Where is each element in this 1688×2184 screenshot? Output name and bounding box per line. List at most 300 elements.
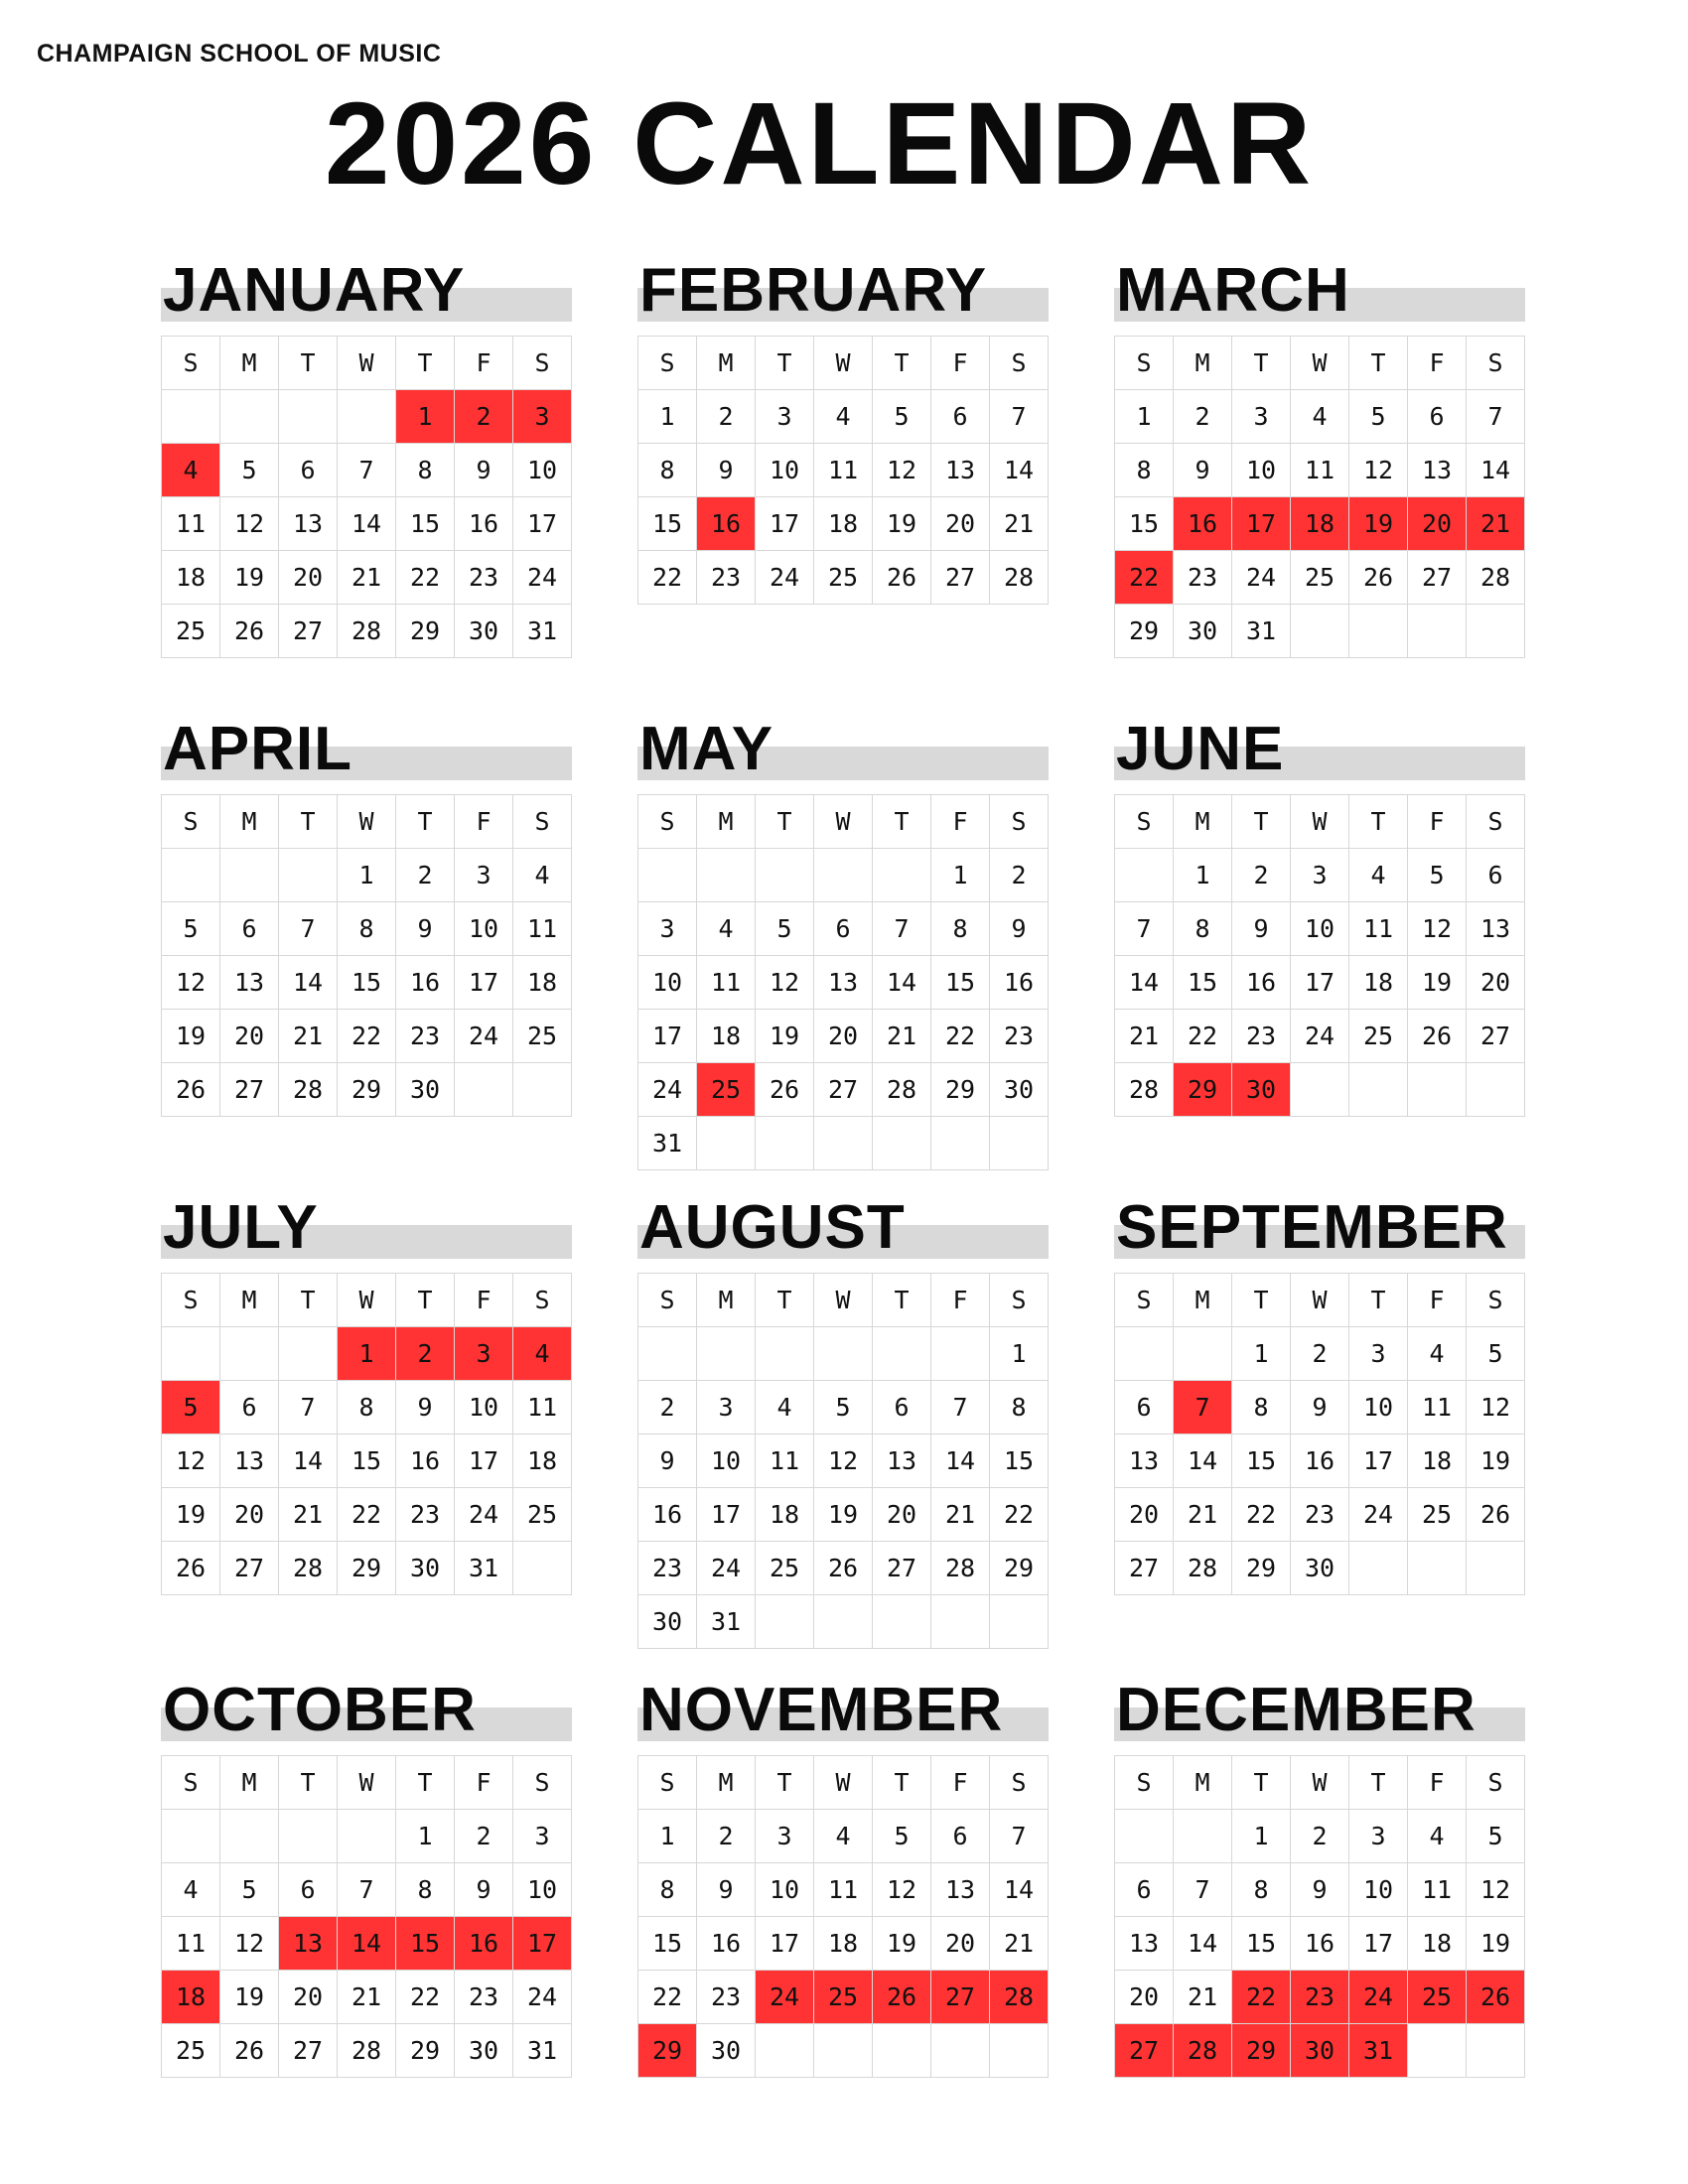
day-cell: 21 (279, 1488, 338, 1542)
day-cell: 12 (1467, 1381, 1525, 1434)
day-cell: 3 (513, 1810, 572, 1863)
day-cell: 22 (638, 551, 697, 605)
day-cell: 2 (638, 1381, 697, 1434)
weekday-header: W (1291, 1274, 1349, 1327)
day-cell: 26 (1467, 1488, 1525, 1542)
day-cell: 20 (931, 497, 990, 551)
day-cell: 14 (1115, 956, 1174, 1010)
day-cell: 27 (1467, 1010, 1525, 1063)
empty-cell (279, 1810, 338, 1863)
day-cell: 3 (1291, 849, 1349, 902)
day-cell: 5 (873, 1810, 931, 1863)
day-cell: 25 (513, 1010, 572, 1063)
day-cell: 9 (1174, 444, 1232, 497)
day-cell: 15 (1232, 1917, 1291, 1971)
weekday-header: F (455, 1274, 513, 1327)
empty-cell (873, 1327, 931, 1381)
day-cell: 2 (990, 849, 1049, 902)
day-cell: 13 (1467, 902, 1525, 956)
day-cell: 14 (931, 1434, 990, 1488)
day-cell: 7 (873, 902, 931, 956)
day-cell: 31 (638, 1117, 697, 1170)
weekday-header: S (162, 795, 220, 849)
day-cell-highlighted: 31 (1349, 2024, 1408, 2078)
day-cell-highlighted: 23 (1291, 1971, 1349, 2024)
day-cell: 29 (931, 1063, 990, 1117)
weekday-header: M (1174, 1756, 1232, 1810)
weekday-header: S (1467, 337, 1525, 390)
weekday-header: W (338, 1756, 396, 1810)
day-cell: 13 (1115, 1917, 1174, 1971)
day-cell: 19 (873, 1917, 931, 1971)
day-cell: 24 (1232, 551, 1291, 605)
day-cell: 28 (1174, 1542, 1232, 1595)
day-cell: 3 (1232, 390, 1291, 444)
day-cell: 31 (1232, 605, 1291, 658)
weekday-header: S (638, 795, 697, 849)
weekday-header: F (931, 795, 990, 849)
day-cell-highlighted: 29 (1232, 2024, 1291, 2078)
empty-cell (1291, 1063, 1349, 1117)
day-cell: 14 (990, 1863, 1049, 1917)
day-cell: 17 (513, 497, 572, 551)
day-cell: 21 (990, 497, 1049, 551)
month-grid (1114, 1273, 1525, 1595)
empty-cell (814, 2024, 873, 2078)
month-october (161, 1672, 572, 2078)
day-cell: 13 (1408, 444, 1467, 497)
empty-cell (931, 1117, 990, 1170)
day-cell: 30 (1291, 1542, 1349, 1595)
weekday-header: S (1115, 1274, 1174, 1327)
empty-cell (1349, 605, 1408, 658)
day-cell: 30 (990, 1063, 1049, 1117)
day-cell: 24 (455, 1488, 513, 1542)
day-cell: 3 (638, 902, 697, 956)
day-cell: 25 (1349, 1010, 1408, 1063)
day-cell-highlighted: 13 (279, 1917, 338, 1971)
day-cell: 2 (697, 390, 756, 444)
day-cell: 6 (1115, 1381, 1174, 1434)
day-cell-highlighted: 26 (1467, 1971, 1525, 2024)
day-cell: 14 (279, 1434, 338, 1488)
weekday-header: F (455, 1756, 513, 1810)
weekday-header: S (162, 1756, 220, 1810)
day-cell: 18 (814, 1917, 873, 1971)
day-cell-highlighted: 16 (455, 1917, 513, 1971)
weekday-header: T (873, 795, 931, 849)
day-cell: 1 (931, 849, 990, 902)
weekday-header: T (756, 337, 814, 390)
day-cell-highlighted: 24 (756, 1971, 814, 2024)
month-june (1114, 711, 1525, 1117)
month-name: NOVEMBER (639, 1676, 1004, 1744)
weekday-header: T (279, 337, 338, 390)
day-cell-highlighted: 21 (1467, 497, 1525, 551)
day-cell: 28 (338, 2024, 396, 2078)
day-cell: 7 (279, 1381, 338, 1434)
day-cell: 4 (697, 902, 756, 956)
day-cell: 24 (638, 1063, 697, 1117)
day-cell: 1 (990, 1327, 1049, 1381)
day-cell: 10 (1232, 444, 1291, 497)
day-cell: 9 (455, 444, 513, 497)
day-cell: 27 (814, 1063, 873, 1117)
weekday-header: T (1232, 795, 1291, 849)
empty-cell (1467, 605, 1525, 658)
weekday-header: W (814, 1756, 873, 1810)
day-cell: 31 (513, 605, 572, 658)
day-cell: 11 (162, 497, 220, 551)
day-cell: 7 (931, 1381, 990, 1434)
day-cell: 21 (1115, 1010, 1174, 1063)
month-grid (161, 1273, 572, 1595)
day-cell: 9 (1232, 902, 1291, 956)
empty-cell (931, 2024, 990, 2078)
day-cell: 2 (396, 849, 455, 902)
day-cell: 15 (931, 956, 990, 1010)
month-july (161, 1189, 572, 1595)
empty-cell (638, 1327, 697, 1381)
month-header (637, 1189, 1049, 1262)
weekday-header: S (990, 1756, 1049, 1810)
day-cell: 30 (455, 2024, 513, 2078)
month-header (161, 711, 572, 783)
day-cell: 21 (338, 1971, 396, 2024)
day-cell: 29 (338, 1542, 396, 1595)
weekday-header: M (220, 337, 279, 390)
day-cell: 15 (1232, 1434, 1291, 1488)
day-cell: 6 (1115, 1863, 1174, 1917)
day-cell: 9 (396, 902, 455, 956)
day-cell: 1 (1232, 1327, 1291, 1381)
day-cell: 6 (279, 444, 338, 497)
day-cell: 9 (1291, 1863, 1349, 1917)
day-cell: 12 (162, 1434, 220, 1488)
month-header (637, 1672, 1049, 1744)
day-cell: 8 (1232, 1381, 1291, 1434)
day-cell: 13 (1115, 1434, 1174, 1488)
day-cell: 15 (338, 956, 396, 1010)
day-cell: 9 (697, 444, 756, 497)
empty-cell (1349, 1542, 1408, 1595)
day-cell-highlighted: 14 (338, 1917, 396, 1971)
weekday-header: M (697, 337, 756, 390)
day-cell: 30 (396, 1063, 455, 1117)
day-cell: 1 (396, 1810, 455, 1863)
day-cell: 20 (873, 1488, 931, 1542)
day-cell: 22 (990, 1488, 1049, 1542)
day-cell: 5 (873, 390, 931, 444)
weekday-header: S (638, 337, 697, 390)
day-cell: 26 (814, 1542, 873, 1595)
day-cell: 3 (756, 1810, 814, 1863)
month-name: FEBRUARY (639, 256, 988, 325)
day-cell: 13 (279, 497, 338, 551)
empty-cell (220, 1327, 279, 1381)
day-cell: 11 (1408, 1381, 1467, 1434)
weekday-header: F (455, 337, 513, 390)
weekday-header: T (873, 1274, 931, 1327)
day-cell: 29 (1232, 1542, 1291, 1595)
day-cell: 11 (1349, 902, 1408, 956)
day-cell: 25 (162, 605, 220, 658)
weekday-header: T (1232, 1756, 1291, 1810)
day-cell: 26 (1408, 1010, 1467, 1063)
day-cell: 29 (338, 1063, 396, 1117)
day-cell: 30 (1174, 605, 1232, 658)
day-cell: 24 (697, 1542, 756, 1595)
day-cell: 12 (1408, 902, 1467, 956)
weekday-header: T (873, 1756, 931, 1810)
weekday-header: T (1349, 1274, 1408, 1327)
day-cell: 27 (279, 2024, 338, 2078)
day-cell-highlighted: 2 (455, 390, 513, 444)
month-february (637, 252, 1049, 605)
empty-cell (338, 1810, 396, 1863)
day-cell: 6 (873, 1381, 931, 1434)
day-cell-highlighted: 22 (1115, 551, 1174, 605)
day-cell: 8 (1115, 444, 1174, 497)
day-cell: 10 (455, 902, 513, 956)
day-cell: 5 (162, 902, 220, 956)
day-cell: 22 (1232, 1488, 1291, 1542)
day-cell: 4 (513, 849, 572, 902)
weekday-header: T (756, 1756, 814, 1810)
day-cell-highlighted: 3 (513, 390, 572, 444)
day-cell: 10 (756, 1863, 814, 1917)
day-cell: 14 (1467, 444, 1525, 497)
day-cell: 22 (396, 551, 455, 605)
day-cell: 1 (1174, 849, 1232, 902)
day-cell-highlighted: 7 (1174, 1381, 1232, 1434)
weekday-header: M (697, 795, 756, 849)
weekday-header: S (162, 1274, 220, 1327)
day-cell: 7 (990, 1810, 1049, 1863)
day-cell: 18 (697, 1010, 756, 1063)
empty-cell (990, 1595, 1049, 1649)
day-cell: 26 (220, 2024, 279, 2078)
day-cell: 18 (1349, 956, 1408, 1010)
day-cell-highlighted: 18 (1291, 497, 1349, 551)
day-cell: 18 (162, 551, 220, 605)
empty-cell (455, 1063, 513, 1117)
day-cell: 8 (1232, 1863, 1291, 1917)
day-cell: 16 (1232, 956, 1291, 1010)
day-cell-highlighted: 25 (697, 1063, 756, 1117)
day-cell: 23 (1174, 551, 1232, 605)
weekday-header: T (279, 1274, 338, 1327)
day-cell: 14 (1174, 1434, 1232, 1488)
day-cell: 19 (1467, 1434, 1525, 1488)
day-cell: 27 (279, 605, 338, 658)
day-cell: 24 (513, 1971, 572, 2024)
day-cell-highlighted: 17 (513, 1917, 572, 1971)
month-header (1114, 711, 1525, 783)
empty-cell (931, 1595, 990, 1649)
day-cell: 5 (1467, 1810, 1525, 1863)
weekday-header: T (1349, 1756, 1408, 1810)
day-cell: 1 (1232, 1810, 1291, 1863)
day-cell: 28 (338, 605, 396, 658)
day-cell-highlighted: 1 (396, 390, 455, 444)
day-cell: 23 (396, 1488, 455, 1542)
weekday-header: S (513, 795, 572, 849)
day-cell-highlighted: 24 (1349, 1971, 1408, 2024)
month-grid (161, 336, 572, 658)
month-december (1114, 1672, 1525, 2078)
empty-cell (756, 1117, 814, 1170)
day-cell: 11 (814, 444, 873, 497)
day-cell: 6 (931, 390, 990, 444)
empty-cell (1408, 1063, 1467, 1117)
month-name: OCTOBER (163, 1676, 477, 1744)
day-cell: 26 (162, 1063, 220, 1117)
day-cell: 8 (396, 444, 455, 497)
day-cell: 24 (455, 1010, 513, 1063)
month-name: AUGUST (639, 1193, 906, 1262)
empty-cell (638, 849, 697, 902)
organization-name: CHAMPAIGN SCHOOL OF MUSIC (37, 40, 442, 68)
day-cell: 8 (990, 1381, 1049, 1434)
day-cell-highlighted: 18 (162, 1971, 220, 2024)
day-cell: 14 (990, 444, 1049, 497)
day-cell: 8 (638, 1863, 697, 1917)
empty-cell (1174, 1810, 1232, 1863)
day-cell: 27 (931, 551, 990, 605)
day-cell: 18 (814, 497, 873, 551)
weekday-header: W (1291, 1756, 1349, 1810)
month-grid (637, 1755, 1049, 2078)
empty-cell (162, 1327, 220, 1381)
weekday-header: T (396, 1274, 455, 1327)
weekday-header: S (638, 1274, 697, 1327)
day-cell: 9 (1291, 1381, 1349, 1434)
day-cell: 28 (873, 1063, 931, 1117)
day-cell: 27 (1115, 1542, 1174, 1595)
day-cell: 7 (990, 390, 1049, 444)
empty-cell (1408, 1542, 1467, 1595)
day-cell: 20 (279, 551, 338, 605)
weekday-header: T (279, 795, 338, 849)
day-cell: 6 (220, 902, 279, 956)
day-cell: 23 (1232, 1010, 1291, 1063)
day-cell: 26 (873, 551, 931, 605)
empty-cell (697, 1327, 756, 1381)
day-cell: 3 (697, 1381, 756, 1434)
day-cell: 4 (756, 1381, 814, 1434)
day-cell: 2 (1291, 1810, 1349, 1863)
day-cell: 8 (1174, 902, 1232, 956)
day-cell: 29 (990, 1542, 1049, 1595)
day-cell-highlighted: 28 (990, 1971, 1049, 2024)
day-cell: 8 (396, 1863, 455, 1917)
weekday-header: W (814, 1274, 873, 1327)
day-cell: 17 (1349, 1434, 1408, 1488)
day-cell: 12 (220, 1917, 279, 1971)
month-grid (1114, 336, 1525, 658)
month-grid (637, 336, 1049, 605)
day-cell: 12 (1349, 444, 1408, 497)
month-header (1114, 1189, 1525, 1262)
day-cell: 10 (513, 444, 572, 497)
day-cell: 14 (338, 497, 396, 551)
weekday-header: W (1291, 337, 1349, 390)
empty-cell (1467, 2024, 1525, 2078)
day-cell-highlighted: 27 (931, 1971, 990, 2024)
day-cell: 21 (931, 1488, 990, 1542)
day-cell: 6 (1408, 390, 1467, 444)
day-cell: 12 (814, 1434, 873, 1488)
empty-cell (1291, 605, 1349, 658)
day-cell: 12 (1467, 1863, 1525, 1917)
day-cell: 3 (1349, 1810, 1408, 1863)
weekday-header: T (279, 1756, 338, 1810)
day-cell: 17 (1349, 1917, 1408, 1971)
day-cell: 10 (1291, 902, 1349, 956)
month-name: APRIL (163, 715, 352, 783)
day-cell: 20 (220, 1010, 279, 1063)
day-cell: 2 (1232, 849, 1291, 902)
day-cell: 5 (1467, 1327, 1525, 1381)
day-cell: 22 (338, 1488, 396, 1542)
weekday-header: W (1291, 795, 1349, 849)
day-cell: 27 (1408, 551, 1467, 605)
day-cell: 17 (1291, 956, 1349, 1010)
empty-cell (162, 849, 220, 902)
weekday-header: S (990, 1274, 1049, 1327)
empty-cell (814, 1327, 873, 1381)
day-cell: 10 (513, 1863, 572, 1917)
empty-cell (1467, 1542, 1525, 1595)
weekday-header: S (990, 795, 1049, 849)
day-cell: 27 (220, 1542, 279, 1595)
weekday-header: M (220, 795, 279, 849)
weekday-header: S (1467, 1274, 1525, 1327)
weekday-header: W (338, 337, 396, 390)
weekday-header: T (396, 337, 455, 390)
day-cell: 12 (873, 1863, 931, 1917)
day-cell: 11 (1408, 1863, 1467, 1917)
month-august (637, 1189, 1049, 1649)
weekday-header: T (396, 1756, 455, 1810)
day-cell: 21 (338, 551, 396, 605)
day-cell: 18 (756, 1488, 814, 1542)
day-cell: 13 (814, 956, 873, 1010)
day-cell-highlighted: 30 (1291, 2024, 1349, 2078)
empty-cell (873, 2024, 931, 2078)
empty-cell (338, 390, 396, 444)
day-cell: 7 (1115, 902, 1174, 956)
empty-cell (756, 2024, 814, 2078)
day-cell: 26 (162, 1542, 220, 1595)
day-cell: 16 (396, 956, 455, 1010)
weekday-header: T (1349, 795, 1408, 849)
weekday-header: T (1232, 337, 1291, 390)
day-cell: 10 (1349, 1863, 1408, 1917)
day-cell: 7 (279, 902, 338, 956)
day-cell: 11 (814, 1863, 873, 1917)
day-cell: 23 (1291, 1488, 1349, 1542)
weekday-header: S (1115, 337, 1174, 390)
weekday-header: S (162, 337, 220, 390)
day-cell-highlighted: 28 (1174, 2024, 1232, 2078)
day-cell: 20 (814, 1010, 873, 1063)
month-header (161, 252, 572, 325)
day-cell: 15 (638, 1917, 697, 1971)
month-grid (161, 794, 572, 1117)
day-cell: 22 (1174, 1010, 1232, 1063)
